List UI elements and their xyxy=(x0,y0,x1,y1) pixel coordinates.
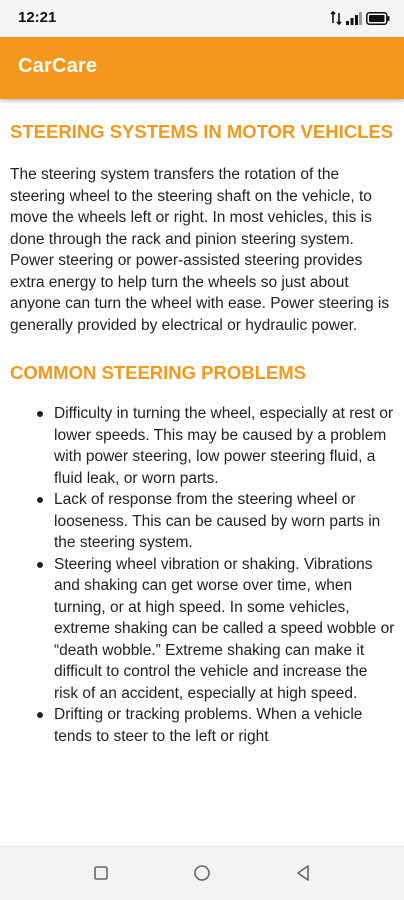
home-circle-icon[interactable] xyxy=(191,862,213,884)
list-item: Steering wheel vibration or shaking. Vibrations and shaking can get worse over time, when turning, or at high speed. In some vehicles, extreme shaking can be called a speed wobble or “death wobble.” Extreme shaking can make it difficult to control the vehicle and increase the risk of an accident, especially at high speed. xyxy=(54,554,395,705)
battery-icon xyxy=(366,12,390,25)
status-bar xyxy=(0,0,404,37)
app-title: CarCare xyxy=(18,55,98,77)
back-triangle-icon[interactable] xyxy=(292,862,314,884)
list-item: Drifting or tracking problems. When a vehicle tends to steer to the left or right xyxy=(54,704,395,747)
section-heading-common-problems: COMMON STEERING PROBLEMS xyxy=(10,362,307,383)
system-nav-bar xyxy=(0,846,404,900)
data-arrows-icon xyxy=(330,11,342,25)
article-scroll-area[interactable] xyxy=(0,99,404,847)
app-bar xyxy=(0,37,404,99)
status-time: 12:21 xyxy=(18,9,57,26)
section-heading-steering-systems: STEERING SYSTEMS IN MOTOR VEHICLES xyxy=(10,121,394,142)
problems-list xyxy=(10,403,395,747)
recents-square-icon[interactable] xyxy=(90,862,112,884)
intro-paragraph: The steering system transfers the rotation of the steering wheel to the steering shaft on the vehicle, to move the wheels left or right. In most vehicles, this is done through the rack and pinion steering system. Power steering or power-assisted steering provides extra energy to help turn the wheels so just about anyone can turn the wheel with ease. Power steering is generally provided by electrical or hydraulic power. xyxy=(10,166,390,334)
list-item: Lack of response from the steering wheel or looseness. This can be caused by worn parts in the steering system. xyxy=(54,489,395,554)
signal-icon xyxy=(346,12,362,25)
status-icons xyxy=(330,10,390,26)
list-item: Difficulty in turning the wheel, especially at rest or lower speeds. This may be caused by a problem with power steering, low power steering fluid, a fluid leak, or worn parts. xyxy=(54,403,395,489)
